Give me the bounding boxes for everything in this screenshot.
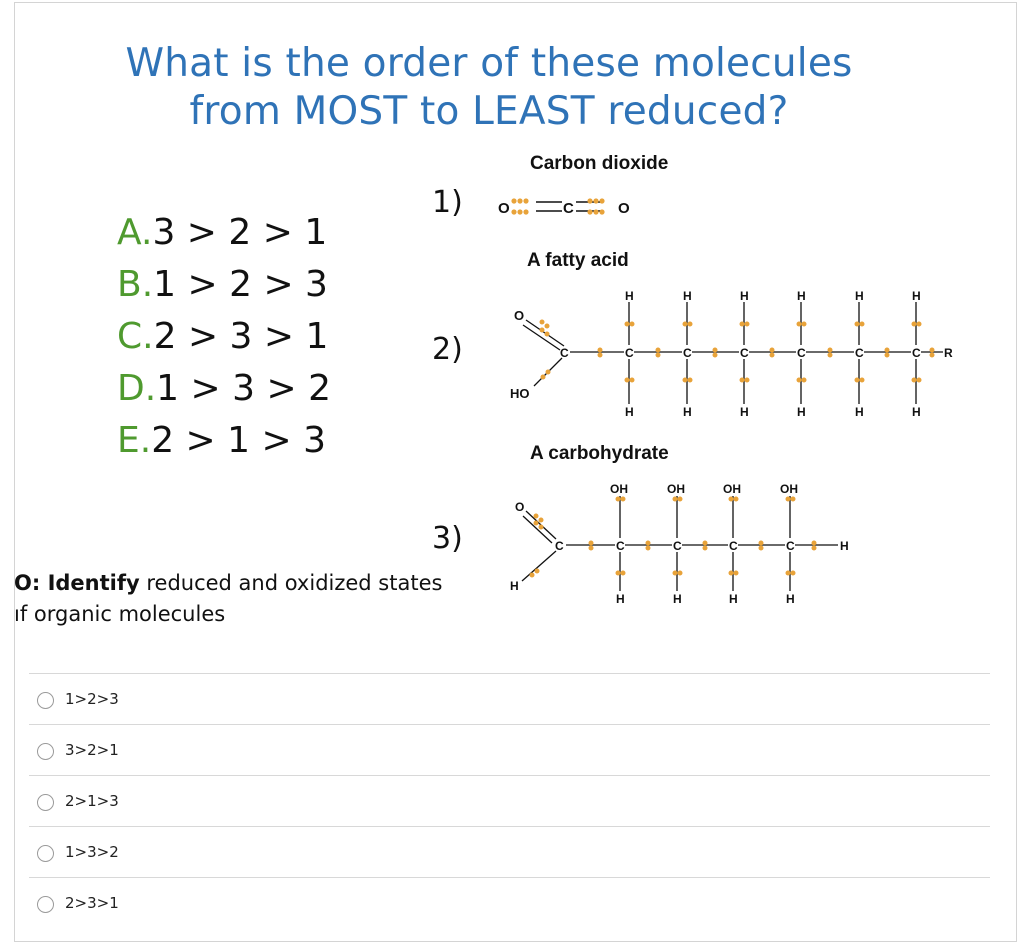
svg-text:C: C xyxy=(855,346,864,360)
svg-text:O: O xyxy=(618,200,630,217)
svg-text:HO: HO xyxy=(510,386,530,401)
svg-text:H: H xyxy=(797,289,806,303)
svg-text:OH: OH xyxy=(610,482,628,496)
answer-choice[interactable] xyxy=(29,826,990,877)
question-title-line-2: from MOST to LEAST reduced? xyxy=(189,89,789,134)
slide-option-list xyxy=(117,207,331,467)
svg-text:H: H xyxy=(840,539,849,553)
molecule-number-1: 1) xyxy=(432,185,463,220)
answer-choice[interactable] xyxy=(29,724,990,775)
svg-text:C: C xyxy=(673,539,682,553)
radio-button[interactable] xyxy=(37,845,54,862)
molecule-name-co2: Carbon dioxide xyxy=(530,153,669,174)
svg-text:C: C xyxy=(563,200,574,217)
svg-text:C: C xyxy=(797,346,806,360)
learning-objective-line-2: ıf organic molecules xyxy=(14,602,226,626)
fatty-acid-electron-pairs xyxy=(540,320,935,383)
learning-objective xyxy=(14,568,442,630)
svg-text:H: H xyxy=(786,592,795,606)
learning-objective-line-1: O: Identify reduced and oxidized states xyxy=(14,571,443,595)
svg-text:C: C xyxy=(786,539,795,553)
svg-text:H: H xyxy=(740,289,749,303)
svg-text:O: O xyxy=(515,500,525,514)
svg-text:C: C xyxy=(560,346,569,360)
svg-text:H: H xyxy=(616,592,625,606)
svg-text:H: H xyxy=(625,289,634,303)
svg-text:C: C xyxy=(729,539,738,553)
answer-choices xyxy=(29,673,990,928)
answer-choice-label[interactable]: 3>2>1 xyxy=(65,741,119,759)
answer-choice[interactable] xyxy=(29,775,990,826)
answer-choice-label[interactable]: 2>3>1 xyxy=(65,894,119,912)
carbohydrate-structure xyxy=(496,477,856,612)
slide-option-b: B.1 > 2 > 3 xyxy=(117,264,328,305)
svg-text:H: H xyxy=(912,405,921,419)
svg-text:H: H xyxy=(797,405,806,419)
svg-text:H: H xyxy=(625,405,634,419)
svg-text:OH: OH xyxy=(723,482,741,496)
radio-button[interactable] xyxy=(37,896,54,913)
answer-choice[interactable] xyxy=(29,877,990,928)
svg-text:O: O xyxy=(498,200,510,217)
molecule-name-carbohydrate: A carbohydrate xyxy=(530,443,669,464)
radio-button[interactable] xyxy=(37,794,54,811)
answer-choice-label[interactable]: 2>1>3 xyxy=(65,792,119,810)
radio-button[interactable] xyxy=(37,692,54,709)
carbohydrate-electron-pairs xyxy=(530,497,817,578)
svg-text:OH: OH xyxy=(667,482,685,496)
question-title-line-1: What is the order of these molecules xyxy=(125,41,853,86)
slide-option-c: C.2 > 3 > 1 xyxy=(117,316,329,357)
svg-text:H: H xyxy=(729,592,738,606)
answer-choice-label[interactable]: 1>2>3 xyxy=(65,690,119,708)
svg-text:H: H xyxy=(683,289,692,303)
svg-text:C: C xyxy=(740,346,749,360)
svg-text:C: C xyxy=(625,346,634,360)
molecule-number-2: 2) xyxy=(432,332,463,367)
question-slide-image xyxy=(14,2,1017,672)
molecule-name-fatty-acid: A fatty acid xyxy=(527,250,629,271)
svg-text:C: C xyxy=(683,346,692,360)
svg-text:H: H xyxy=(510,579,519,593)
svg-text:H: H xyxy=(673,592,682,606)
svg-text:R: R xyxy=(944,346,953,360)
slide-option-e: E.2 > 1 > 3 xyxy=(117,420,327,461)
co2-structure xyxy=(496,192,656,222)
answer-choice-label[interactable]: 1>3>2 xyxy=(65,843,119,861)
answer-choice[interactable] xyxy=(29,673,990,724)
svg-text:H: H xyxy=(855,405,864,419)
svg-text:OH: OH xyxy=(780,482,798,496)
slide-option-d: D.1 > 3 > 2 xyxy=(117,368,331,409)
svg-text:H: H xyxy=(683,405,692,419)
question-title xyxy=(74,40,904,136)
fatty-acid-structure xyxy=(496,284,976,424)
svg-text:C: C xyxy=(616,539,625,553)
molecule-number-3: 3) xyxy=(432,521,463,556)
slide-option-a: A.3 > 2 > 1 xyxy=(117,212,328,253)
svg-text:H: H xyxy=(912,289,921,303)
svg-text:O: O xyxy=(514,308,525,323)
svg-text:H: H xyxy=(855,289,864,303)
svg-text:C: C xyxy=(555,539,564,553)
svg-text:H: H xyxy=(740,405,749,419)
svg-text:C: C xyxy=(912,346,921,360)
radio-button[interactable] xyxy=(37,743,54,760)
